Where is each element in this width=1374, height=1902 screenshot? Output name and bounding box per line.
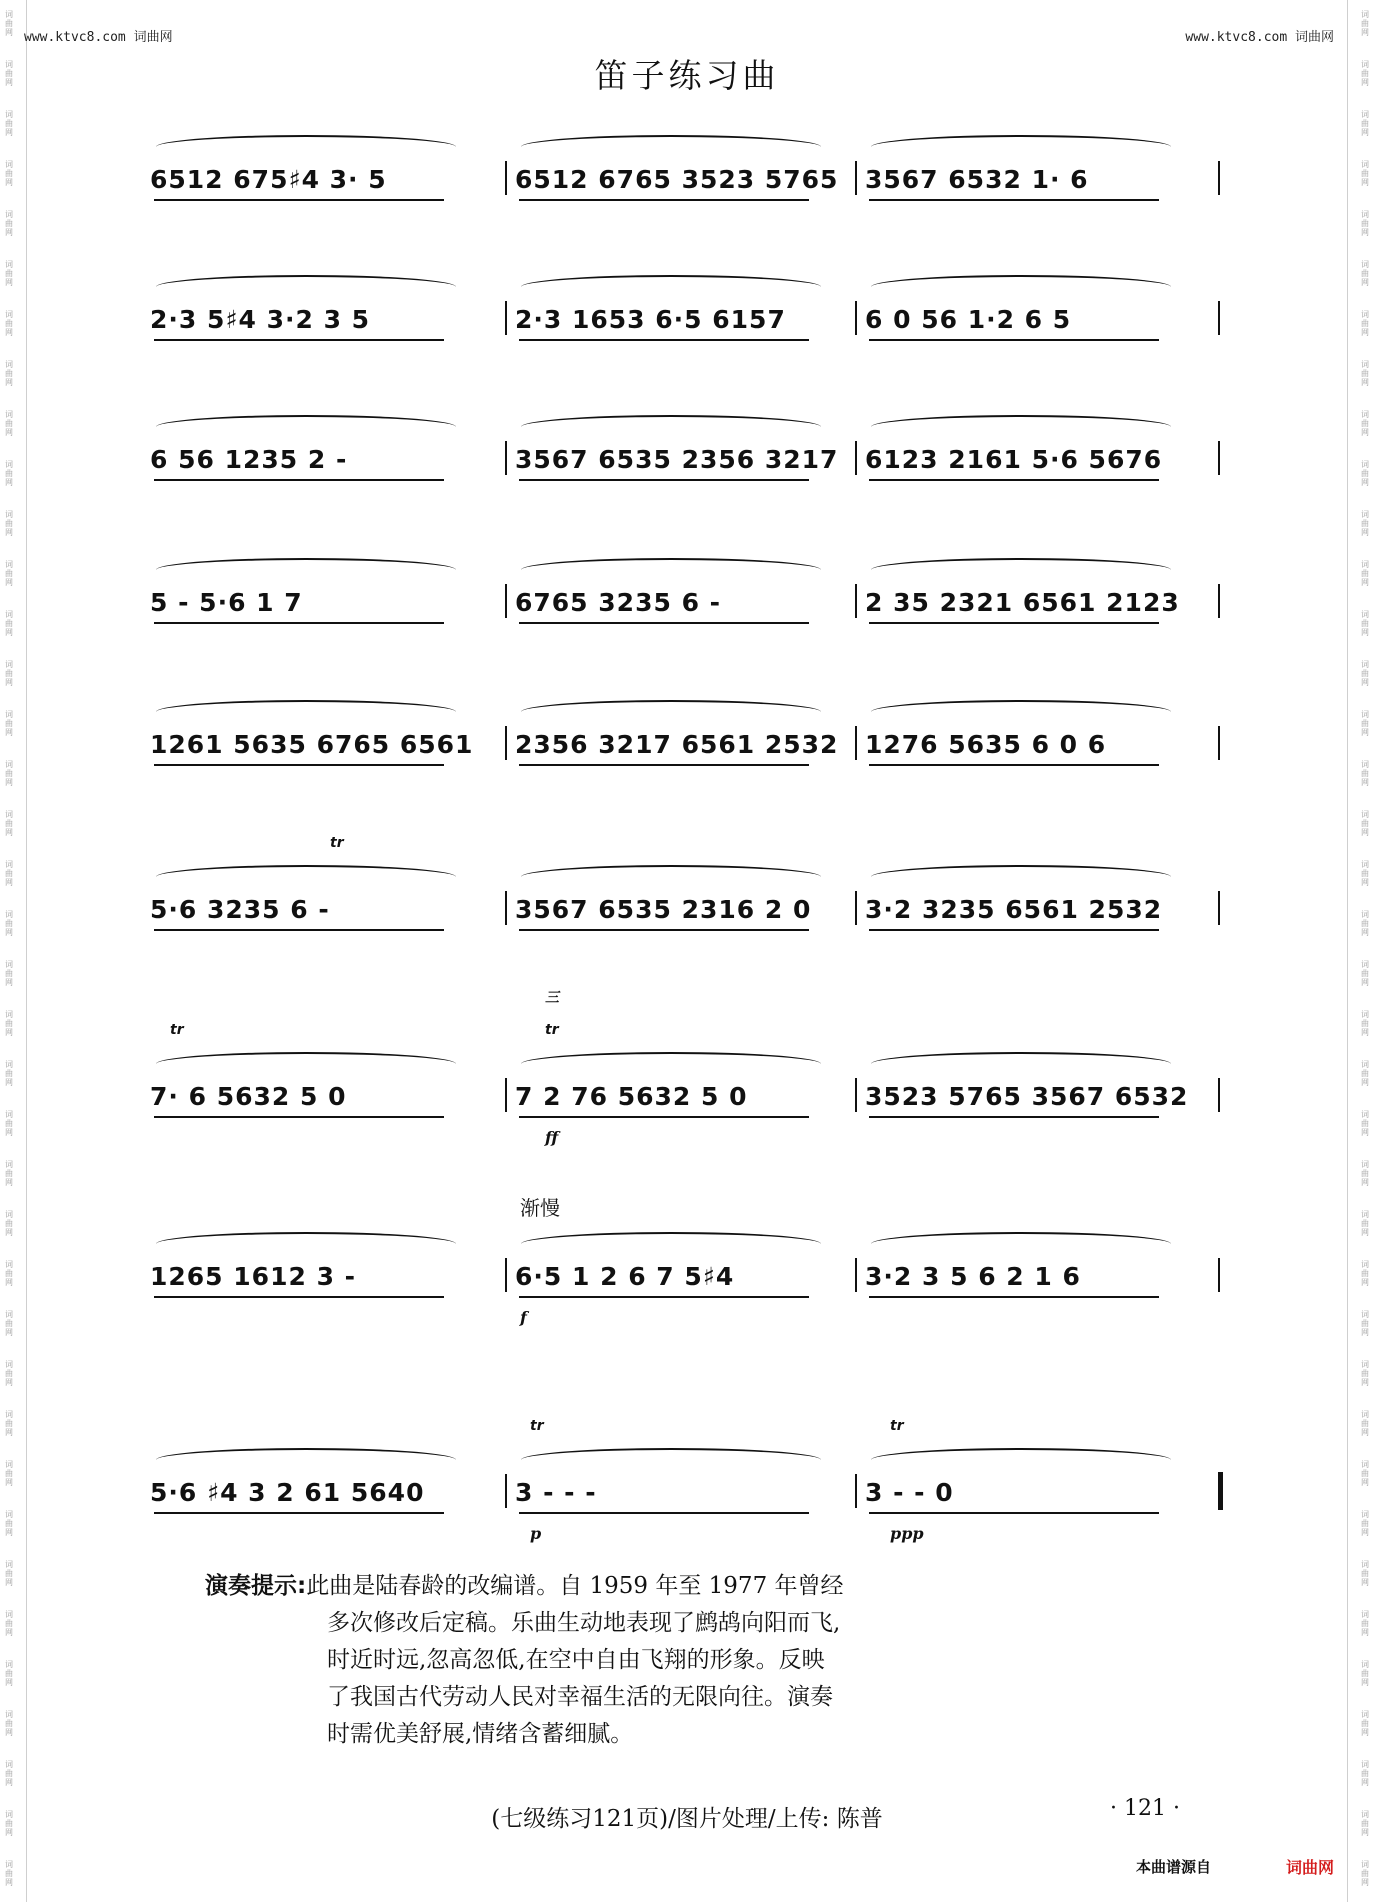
side-watermark: 词曲网 [1361,960,1369,987]
side-watermark: 词曲网 [5,1460,13,1487]
beam-underline [869,929,1159,931]
barline [855,161,857,195]
left-watermark-strip [0,0,20,1902]
beam-underline [519,622,809,624]
side-watermark: 词曲网 [1361,1560,1369,1587]
measure: 3 - - 0 [865,1478,954,1507]
measure: 1265 1612 3 - [150,1262,357,1291]
side-watermark: 词曲网 [1361,360,1369,387]
dynamic-ppp: ppp [890,1524,924,1543]
slur-mark [156,415,456,439]
side-watermark: 词曲网 [5,360,13,387]
measure: 3·2 3 5 6 2 1 6 [865,1262,1081,1291]
side-watermark: 词曲网 [1361,1610,1369,1637]
beam-underline [154,622,444,624]
barline [855,441,857,475]
score-line [150,990,1225,1147]
side-watermark: 词曲网 [5,1360,13,1387]
beam-underline [154,1116,444,1118]
barline [855,1078,857,1112]
barline [855,301,857,335]
slur-mark [871,1232,1171,1256]
dynamic-ff: ff [545,1128,559,1147]
beam-underline [869,339,1159,341]
measure: 6512 675♯4 3· 5 [150,165,387,194]
measure: 6 0 56 1·2 6 5 [865,305,1072,334]
side-watermark: 词曲网 [1361,260,1369,287]
trill-mark: tr [330,835,344,851]
score-line [150,1196,1225,1327]
measure: 6123 2161 5·6 5676 [865,445,1163,474]
slur-mark [871,700,1171,724]
triple-tongue-mark: 三 [545,990,559,1006]
beam-underline [154,1512,444,1514]
side-watermark: 词曲网 [5,910,13,937]
score-line [150,588,1225,628]
dynamic-p: p [530,1524,542,1543]
measure: 1276 5635 6 0 6 [865,730,1107,759]
side-watermark: 词曲网 [5,1760,13,1787]
side-watermark: 词曲网 [1361,1810,1369,1837]
slur-mark [156,275,456,299]
side-watermark: 词曲网 [1361,1410,1369,1437]
header-site-left[interactable]: www.ktvc8.com 词曲网 [24,30,173,45]
side-watermark: 词曲网 [1361,510,1369,537]
side-watermark: 词曲网 [1361,10,1369,37]
side-watermark: 词曲网 [1361,1060,1369,1087]
barline [1218,441,1220,475]
slur-mark [871,135,1171,159]
beam-underline [154,479,444,481]
measure: 1261 5635 6765 6561 [150,730,474,759]
slur-mark [521,1232,821,1256]
beam-underline [154,339,444,341]
side-watermark: 词曲网 [5,1860,13,1887]
side-watermark: 词曲网 [1361,1260,1369,1287]
source-label: 本曲谱源自 [1136,1858,1212,1876]
measure: 6·5 1 2 6 7 5♯4 [515,1262,735,1291]
score-line [150,1418,1225,1543]
side-watermark: 词曲网 [1361,410,1369,437]
side-watermark: 词曲网 [1361,1660,1369,1687]
measure: 6512 6765 3523 5765 [515,165,839,194]
side-watermark: 词曲网 [1361,1360,1369,1387]
side-watermark: 词曲网 [5,1110,13,1137]
side-watermark: 词曲网 [5,260,13,287]
measure: 6765 3235 6 - [515,588,722,617]
right-watermark-strip [1354,0,1374,1902]
side-watermark: 词曲网 [5,1610,13,1637]
barline [505,301,507,335]
measure: 2·3 5♯4 3·2 3 5 [150,305,371,334]
side-watermark: 词曲网 [5,560,13,587]
barline [1218,1258,1220,1292]
side-watermark: 词曲网 [5,160,13,187]
trill-mark: tr [545,1022,559,1038]
slur-mark [871,1448,1171,1472]
tips-line-3: 时近时远,忽高忽低,在空中自由飞翔的形象。反映 [327,1647,825,1673]
side-watermark: 词曲网 [5,760,13,787]
slur-mark [871,558,1171,582]
slur-mark [871,865,1171,889]
side-watermark: 词曲网 [5,1160,13,1187]
side-watermark: 词曲网 [5,110,13,137]
measure: 7 2 76 5632 5 0 [515,1082,748,1111]
side-watermark: 词曲网 [5,710,13,737]
header-site-right[interactable]: www.ktvc8.com 词曲网 [1185,30,1334,45]
page-title: 笛子练习曲 [594,56,780,95]
barline [505,1258,507,1292]
measure: 3567 6532 1· 6 [865,165,1089,194]
score-line [150,730,1225,770]
score-line [150,835,1225,935]
side-watermark: 词曲网 [5,810,13,837]
side-watermark: 词曲网 [5,1310,13,1337]
side-watermark: 词曲网 [1361,1860,1369,1887]
side-watermark: 词曲网 [5,1060,13,1087]
measure: 2 35 2321 6561 2123 [865,588,1180,617]
beam-underline [154,764,444,766]
measure: 3·2 3235 6561 2532 [865,895,1163,924]
side-watermark: 词曲网 [1361,1460,1369,1487]
barline [1218,161,1220,195]
side-watermark: 词曲网 [5,610,13,637]
beam-underline [519,929,809,931]
trill-mark: tr [530,1418,544,1434]
beam-underline [869,1116,1159,1118]
slur-mark [156,135,456,159]
dynamic-f: f [520,1308,527,1327]
slur-mark [521,700,821,724]
side-watermark: 词曲网 [1361,910,1369,937]
barline [855,584,857,618]
score-line [150,305,1225,345]
performance-tips [205,1568,985,1753]
beam-underline [869,622,1159,624]
beam-underline [519,199,809,201]
measure: 5·6 ♯4 3 2 61 5640 [150,1478,425,1507]
barline [855,1474,857,1508]
side-watermark: 词曲网 [5,1510,13,1537]
beam-underline [869,764,1159,766]
side-watermark: 词曲网 [1361,1160,1369,1187]
tempo-marking: 渐慢 [520,1196,560,1220]
measure: 3567 6535 2316 2 0 [515,895,812,924]
slur-mark [871,415,1171,439]
slur-mark [156,558,456,582]
slur-mark [871,1052,1171,1076]
side-watermark: 词曲网 [1361,110,1369,137]
beam-underline [519,1296,809,1298]
side-watermark: 词曲网 [5,1410,13,1437]
barline [1218,301,1220,335]
side-watermark: 词曲网 [5,210,13,237]
barline [505,161,507,195]
side-watermark: 词曲网 [5,660,13,687]
side-watermark: 词曲网 [5,1710,13,1737]
tips-line-5: 时需优美舒展,情绪含蓄细腻。 [327,1721,634,1747]
slur-mark [521,1052,821,1076]
barline [505,441,507,475]
side-watermark: 词曲网 [1361,1510,1369,1537]
side-watermark: 词曲网 [5,460,13,487]
score-line [150,445,1225,485]
side-watermark: 词曲网 [1361,160,1369,187]
side-watermark: 词曲网 [5,60,13,87]
source-site-link[interactable]: 词曲网 [1286,1858,1335,1877]
beam-underline [869,479,1159,481]
side-watermark: 词曲网 [5,1810,13,1837]
measure: 7· 6 5632 5 0 [150,1082,347,1111]
side-watermark: 词曲网 [5,10,13,37]
side-watermark: 词曲网 [1361,710,1369,737]
slur-mark [156,700,456,724]
beam-underline [154,929,444,931]
barline [505,584,507,618]
barline [1218,584,1220,618]
barline [1218,891,1220,925]
side-watermark: 词曲网 [1361,1010,1369,1037]
beam-underline [519,1116,809,1118]
slur-mark [871,275,1171,299]
trill-mark: tr [170,1022,184,1038]
barline [855,1258,857,1292]
side-watermark: 词曲网 [5,1210,13,1237]
side-watermark: 词曲网 [1361,610,1369,637]
side-watermark: 词曲网 [5,310,13,337]
slur-mark [156,1448,456,1472]
side-watermark: 词曲网 [1361,1310,1369,1337]
measure: 2·3 1653 6·5 6157 [515,305,786,334]
slur-mark [156,1052,456,1076]
trill-mark: tr [890,1418,904,1434]
side-watermark: 词曲网 [1361,1760,1369,1787]
measure: 3523 5765 3567 6532 [865,1082,1189,1111]
beam-underline [869,199,1159,201]
side-watermark: 词曲网 [5,860,13,887]
measure: 5·6 3235 6 - [150,895,330,924]
barline [505,1078,507,1112]
side-watermark: 词曲网 [1361,60,1369,87]
side-watermark: 词曲网 [1361,310,1369,337]
beam-underline [519,339,809,341]
side-watermark: 词曲网 [1361,1710,1369,1737]
beam-underline [154,199,444,201]
barline [505,891,507,925]
slur-mark [156,865,456,889]
beam-underline [869,1296,1159,1298]
side-watermark: 词曲网 [1361,210,1369,237]
side-watermark: 词曲网 [1361,460,1369,487]
side-watermark: 词曲网 [1361,810,1369,837]
side-watermark: 词曲网 [5,510,13,537]
tips-line-2: 多次修改后定稿。乐曲生动地表现了鹧鸪向阳而飞, [327,1610,841,1636]
slur-mark [521,865,821,889]
measure: 5 - 5·6 1 7 [150,588,303,617]
slur-mark [521,415,821,439]
tips-line-1: 此曲是陆春龄的改编谱。自 1959 年至 1977 年曾经 [306,1573,844,1599]
page-number: · 121 · [1110,1796,1180,1821]
side-watermark: 词曲网 [1361,560,1369,587]
beam-underline [154,1296,444,1298]
barline [855,726,857,760]
side-watermark: 词曲网 [1361,1210,1369,1237]
slur-mark [521,1448,821,1472]
slur-mark [521,558,821,582]
barline [1218,1078,1220,1112]
side-watermark: 词曲网 [1361,660,1369,687]
barline [505,726,507,760]
side-watermark: 词曲网 [5,1560,13,1587]
side-watermark: 词曲网 [5,1660,13,1687]
barline [855,891,857,925]
side-watermark: 词曲网 [5,1010,13,1037]
beam-underline [869,1512,1159,1514]
beam-underline [519,1512,809,1514]
tips-label: 演奏提示: [205,1573,307,1599]
measure: 2356 3217 6561 2532 [515,730,839,759]
score-line [150,165,1225,205]
measure: 6 56 1235 2 - [150,445,348,474]
side-watermark: 词曲网 [5,960,13,987]
beam-underline [519,764,809,766]
side-watermark: 词曲网 [5,1260,13,1287]
slur-mark [521,275,821,299]
final-barline [1218,1472,1223,1510]
measure: 3567 6535 2356 3217 [515,445,839,474]
slur-mark [521,135,821,159]
measure: 3 - - - [515,1478,597,1507]
side-watermark: 词曲网 [1361,760,1369,787]
tips-line-4: 了我国古代劳动人民对幸福生活的无限向往。演奏 [327,1684,833,1710]
slur-mark [156,1232,456,1256]
footer-credit: (七级练习121页)/图片处理/上传: 陈普 [491,1806,883,1832]
beam-underline [519,479,809,481]
side-watermark: 词曲网 [5,410,13,437]
side-watermark: 词曲网 [1361,860,1369,887]
side-watermark: 词曲网 [1361,1110,1369,1137]
barline [505,1474,507,1508]
barline [1218,726,1220,760]
